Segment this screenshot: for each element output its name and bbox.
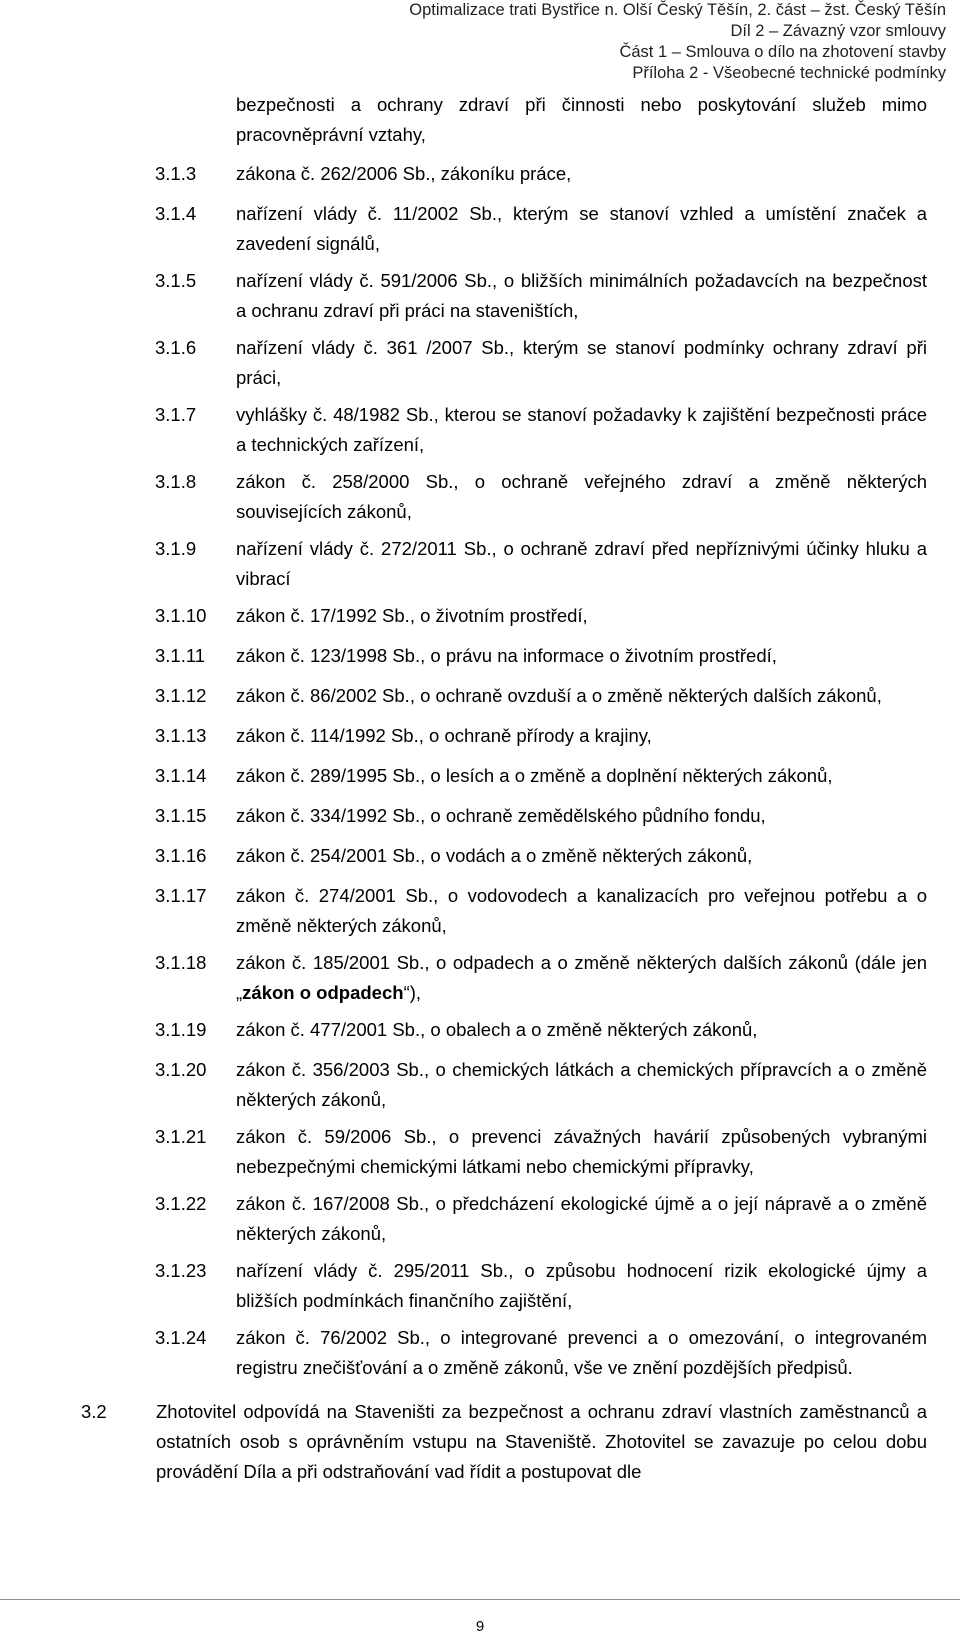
list-item-3-1-7: [155, 400, 927, 460]
item-number: 3.1.11: [155, 645, 206, 666]
list-item-3-1-12: [155, 681, 927, 711]
item-number: 3.1.20: [155, 1059, 207, 1080]
footer-divider: [0, 1599, 960, 1600]
list-item-3-1-17: [155, 881, 927, 941]
list-item-3-1-5: [155, 266, 927, 326]
item-text: zákona č. 262/2006 Sb., zákoníku práce,: [236, 163, 572, 184]
list-item-3-1-19: [155, 1015, 927, 1045]
section-3-2: [81, 1397, 927, 1487]
item-number: 3.1.14: [155, 765, 207, 786]
section-text: Zhotovitel odpovídá na Staveništi za bezpečnost a ochranu zdraví vlastních zaměstnanců a ostatních osob s oprávněním vstupu na Staveniště. Zhotovitel se zavazuje po celou dobu provádění Díla a při odstraňování vad řídit a postupovat dle: [156, 1401, 927, 1482]
item-number: 3.1.24: [155, 1327, 207, 1348]
item-number: 3.1.23: [155, 1260, 207, 1281]
header-volume: Díl 2 – Závazný vzor smlouvy: [730, 22, 946, 40]
list-item-3-1-24: [155, 1323, 927, 1383]
list-item-3-1-6: [155, 333, 927, 393]
list-item-3-1-10: [155, 601, 927, 631]
item-number: 3.1.10: [155, 605, 207, 626]
section-number: 3.2: [81, 1401, 107, 1422]
list-item-3-1-16: [155, 841, 927, 871]
item-text: zákon č. 289/1995 Sb., o lesích a o změně a doplnění některých zákonů,: [236, 765, 833, 786]
item-text-defined-term: zákon o odpadech: [242, 982, 404, 1003]
item-number: 3.1.8: [155, 471, 197, 492]
item-number: 3.1.13: [155, 725, 207, 746]
list-item-3-1-14: [155, 761, 927, 791]
list-item-3-1-11: [155, 641, 927, 671]
item-text-post: “),: [403, 982, 422, 1003]
item-number: 3.1.9: [155, 538, 197, 559]
list-item-3-1-8: [155, 467, 927, 527]
header-annex: Příloha 2 - Všeobecné technické podmínky: [632, 64, 946, 82]
item-text: zákon č. 17/1992 Sb., o životním prostředí,: [236, 605, 588, 626]
item-text: vyhlášky č. 48/1982 Sb., kterou se stanoví požadavky k zajištění bezpečnosti práce a technických zařízení,: [236, 404, 927, 455]
list-item-3-1-3: [155, 159, 927, 189]
item-number: 3.1.4: [155, 203, 197, 224]
list-item-3-1-22: [155, 1189, 927, 1249]
item-text: nařízení vlády č. 591/2006 Sb., o bližších minimálních požadavcích na bezpečnost a ochranu zdraví při práci na staveništích,: [236, 270, 927, 321]
item-text-pre: zákon č. 185/2001 Sb., o odpadech a o změně některých dalších zákonů (dále jen „: [236, 952, 927, 1003]
item-number: 3.1.16: [155, 845, 207, 866]
continuation-paragraph: bezpečnosti a ochrany zdraví při činnosti nebo poskytování služeb mimo pracovněprávní vztahy,: [236, 94, 927, 145]
item-text: nařízení vlády č. 11/2002 Sb., kterým se stanoví vzhled a umístění značek a zavedení signálů,: [236, 203, 927, 254]
list-item-3-1-15: [155, 801, 927, 831]
item-text: nařízení vlády č. 295/2011 Sb., o způsobu hodnocení rizik ekologické újmy a bližších podmínkách finančního zajištění,: [236, 1260, 927, 1311]
item-number: 3.1.18: [155, 952, 207, 973]
item-text: zákon č. 76/2002 Sb., o integrované prevenci a o omezování, o integrovaném registru znečišťování a o změně zákonů, vše ve znění pozdějších předpisů.: [236, 1327, 927, 1378]
list-item-3-1-23: [155, 1256, 927, 1316]
item-number: 3.1.5: [155, 270, 197, 291]
item-text: [236, 948, 927, 1008]
item-text: zákon č. 274/2001 Sb., o vodovodech a kanalizacích pro veřejnou potřebu a o změně některých zákonů,: [236, 885, 927, 936]
item-text: zákon č. 254/2001 Sb., o vodách a o změně některých zákonů,: [236, 845, 753, 866]
list-item-3-1-9: [155, 534, 927, 594]
page-header: [326, 0, 946, 84]
header-project-title: Optimalizace trati Bystřice n. Olší Český Těšín, 2. část – žst. Český Těšín: [409, 1, 946, 19]
item-text: nařízení vlády č. 272/2011 Sb., o ochraně zdraví před nepříznivými účinky hluku a vibrací: [236, 538, 927, 589]
item-text: nařízení vlády č. 361 /2007 Sb., kterým se stanoví podmínky ochrany zdraví při práci,: [236, 337, 927, 388]
item-number: 3.1.22: [155, 1193, 207, 1214]
list-item-3-1-20: [155, 1055, 927, 1115]
item-number: 3.1.6: [155, 337, 197, 358]
header-part: Část 1 – Smlouva o dílo na zhotovení stavby: [619, 43, 946, 61]
item-text: zákon č. 123/1998 Sb., o právu na informace o životním prostředí,: [236, 645, 777, 666]
item-number: 3.1.17: [155, 885, 207, 906]
list-item-3-1-4: [155, 199, 927, 259]
item-text: zákon č. 167/2008 Sb., o předcházení ekologické újmě a o její nápravě a o změně některých zákonů,: [236, 1193, 927, 1244]
item-text: zákon č. 86/2002 Sb., o ochraně ovzduší a o změně některých dalších zákonů,: [236, 685, 882, 706]
item-number: 3.1.12: [155, 685, 207, 706]
item-number: 3.1.15: [155, 805, 207, 826]
item-text: zákon č. 59/2006 Sb., o prevenci závažných havárií způsobených vybranými nebezpečnými chemickými látkami nebo chemickými přípravky,: [236, 1126, 927, 1177]
item-number: 3.1.19: [155, 1019, 207, 1040]
list-item-3-1-18: [155, 948, 927, 1008]
item-number: 3.1.21: [155, 1126, 207, 1147]
list-item-3-1-21: [155, 1122, 927, 1182]
item-text: zákon č. 356/2003 Sb., o chemických látkách a chemických přípravcích a o změně některých zákonů,: [236, 1059, 927, 1110]
item-text: zákon č. 334/1992 Sb., o ochraně zemědělského půdního fondu,: [236, 805, 766, 826]
item-text: zákon č. 258/2000 Sb., o ochraně veřejného zdraví a změně některých souvisejících zákonů,: [236, 471, 927, 522]
list-item-3-1-13: [155, 721, 927, 751]
item-text: zákon č. 114/1992 Sb., o ochraně přírody a krajiny,: [236, 725, 652, 746]
item-number: 3.1.7: [155, 404, 197, 425]
item-text: zákon č. 477/2001 Sb., o obalech a o změně některých zákonů,: [236, 1019, 758, 1040]
page-number: 9: [475, 1618, 485, 1635]
item-number: 3.1.3: [155, 163, 197, 184]
